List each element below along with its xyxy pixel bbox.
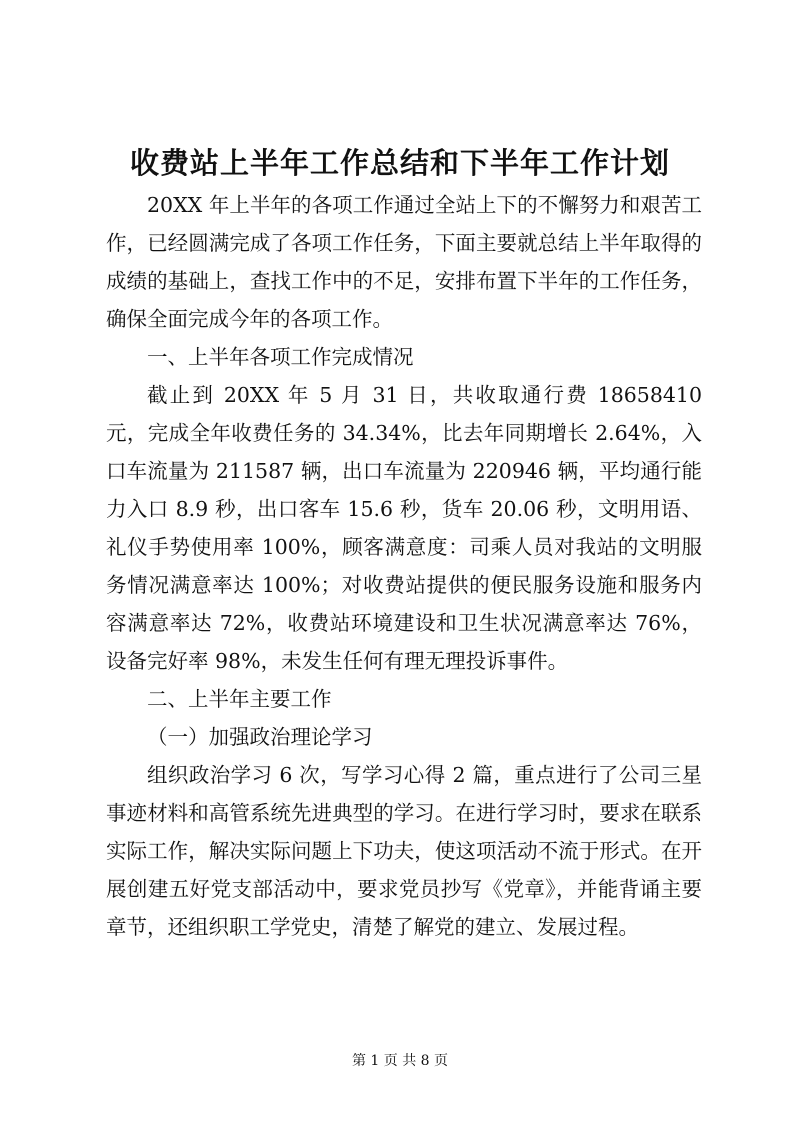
document-title: 收费站上半年工作总结和下半年工作计划 [129,146,670,180]
intro-paragraph: 20XX 年上半年的各项工作通过全站上下的不懈努力和艰苦工作，已经圆满完成了各项工作任务，下面主要就总结上半年取得的成绩的基础上，查找工作中的不足，安排布置下半年的工作任务，确保全面完成今年的各项工作。 [106,193,702,331]
subsection-heading-1: （一）加强政治理论学习 [147,725,373,749]
section-heading-1: 一、上半年各项工作完成情况 [147,345,414,369]
stats-paragraph: 截止到 20XX 年 5 月 31 日，共收取通行费 18658410 元，完成全年收费任务的 34.34%，比去年同期增长 2.64%，入口车流量为 211587 辆，出口车流量为 220946 辆，平均通行能力入口 8.9 秒，出口客车 15.6 秒，货车 20.06 秒，文明用语、礼仪手势使用率 100%，顾客满意度：司乘人员对我站的文明服务情况满意率达 100%；对收费站提供的便民服务设施和服务内容满意率达 72%，收费站环境建设和卫生状况满意率达 76%，设备完好率 98%，未发生任何有理无理投诉事件。 [106,383,702,673]
page-number-footer: 第 1 页 共 8 页 [351,1053,449,1069]
study-paragraph: 组织政治学习 6 次，写学习心得 2 篇，重点进行了公司三星事迹材料和高管系统先进典型的学习。在进行学习时，要求在联系实际工作，解决实际问题上下功夫，使这项活动不流于形式。在开展创建五好党支部活动中，要求党员抄写《党章》，并能背诵主要章节，还组织职工学党史，清楚了解党的建立、发展过程。 [106,763,702,939]
section-heading-2: 二、上半年主要工作 [147,687,332,711]
document-body [106,186,702,946]
